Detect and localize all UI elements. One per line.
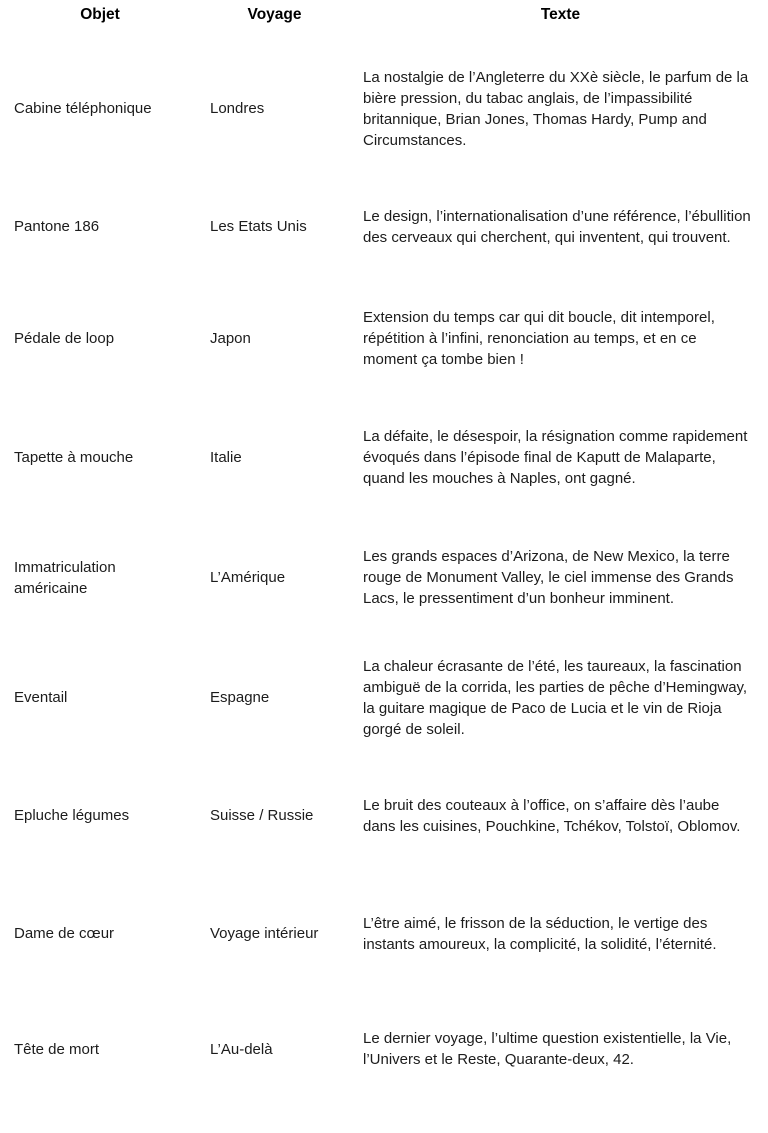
cell-texte: Le design, l’internationalisation d’une référence, l’ébullition des cerveaux qui cherchent, qui inventent, qui trouvent. — [363, 207, 751, 246]
cell-voyage: Les Etats Unis — [210, 218, 307, 235]
cell-texte: La défaite, le désespoir, la résignation comme rapidement évoqués dans l’épisode final de Kaputt de Malaparte, quand les mouches à Naples, ont gagné. — [363, 427, 748, 487]
cell-texte: La chaleur écrasante de l’été, les taureaux, la fascination ambiguë de la corrida, les parties de pêche d’Hemingway, la guitare magique de Paco de Lucia et le vin de Rioja gorgé de soleil. — [363, 657, 748, 738]
table-row — [0, 519, 768, 636]
cell-objet: Cabine téléphonique — [14, 100, 152, 117]
cell-objet: Pantone 186 — [14, 218, 100, 235]
table-row — [0, 395, 768, 519]
cell-texte: La nostalgie de l’Angleterre du XXè siècle, le parfum de la bière pression, du tabac anglais, de l’impassibilité britannique, Brian Jones, Thomas Hardy, Pump and Circumstances. — [363, 68, 749, 149]
cell-objet: Tapette à mouche — [14, 448, 134, 466]
column-header-voyage: Voyage — [247, 6, 302, 23]
cell-texte: Extension du temps car qui dit boucle, dit intemporel, répétition à l’infini, renonciation au temps, et en ce moment ça tombe bien ! — [363, 308, 715, 368]
table-row — [0, 759, 768, 872]
table-header-row — [0, 0, 768, 45]
cell-objet: Epluche légumes — [14, 807, 130, 824]
cell-texte: Le bruit des couteaux à l’office, on s’affaire dès l’aube dans les cuisines, Pouchkine, Tchékov, Tolstoï, Oblomov. — [363, 796, 741, 835]
cell-voyage: Italie — [210, 448, 242, 466]
column-header-objet: Objet — [80, 6, 120, 23]
table-row — [0, 872, 768, 995]
cell-texte: L’être aimé, le frisson de la séduction, le vertige des instants amoureux, la complicité, la solidité, l’éternité. — [363, 914, 717, 953]
cell-voyage: L’Au-delà — [210, 1040, 273, 1058]
cell-voyage: Japon — [210, 329, 251, 347]
cell-objet: Pédale de loop — [14, 329, 115, 347]
cell-objet: Eventail — [14, 689, 68, 706]
cell-voyage: Londres — [210, 100, 265, 117]
cell-voyage: Suisse / Russie — [210, 807, 314, 824]
cell-voyage: L’Amérique — [210, 569, 286, 586]
table-row — [0, 636, 768, 759]
cell-objet: Tête de mort — [14, 1040, 100, 1058]
cell-voyage: Voyage intérieur — [210, 925, 319, 942]
table-row — [0, 172, 768, 281]
column-header-texte: Texte — [540, 6, 581, 23]
cell-texte: Les grands espaces d’Arizona, de New Mexico, la terre rouge de Monument Valley, le ciel immense des Grands Lacs, le pressentiment d’un bonheur imminent. — [363, 548, 734, 607]
table-row — [0, 45, 768, 172]
cell-voyage: Espagne — [210, 689, 270, 706]
cell-objet: Immatriculation américaine — [14, 558, 116, 597]
cell-objet: Dame de cœur — [14, 925, 115, 942]
table-row — [0, 281, 768, 395]
cell-texte: Le dernier voyage, l’ultime question existentielle, la Vie, l’Univers et le Reste, Quarante-deux, 42. — [363, 1030, 732, 1068]
table-row — [0, 995, 768, 1103]
